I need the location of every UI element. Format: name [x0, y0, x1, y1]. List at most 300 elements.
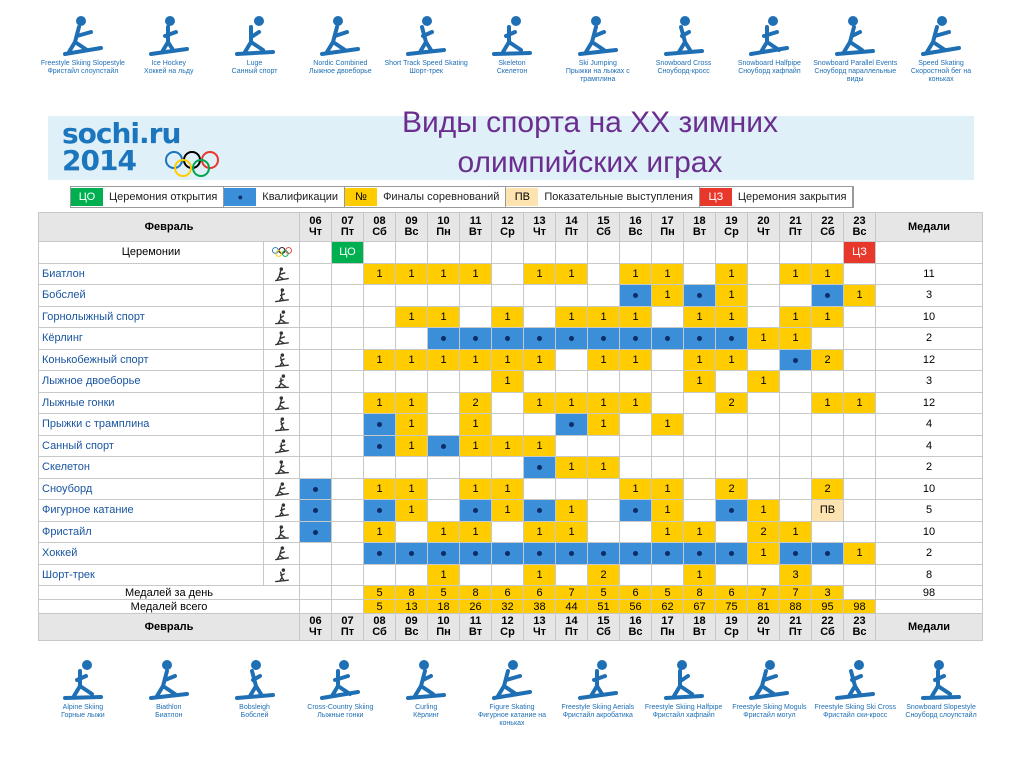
pictogram-label-en: Bobsleigh	[239, 704, 270, 711]
pictogram-label-ru: Фигурное катание на коньках	[477, 712, 546, 727]
pictogram-label-ru: Сноуборд слоупстайл	[905, 712, 977, 719]
day-weekday: Ср	[500, 626, 515, 638]
schedule-cell: 1	[460, 478, 492, 500]
day-weekday: Вс	[404, 626, 419, 638]
medals-per-day-row-value: 8	[460, 586, 492, 600]
schedule-cell	[556, 349, 588, 371]
schedule-cell	[844, 371, 876, 393]
athlete-icon	[576, 12, 620, 58]
page-title	[300, 103, 880, 183]
schedule-cell: 1	[652, 521, 684, 543]
schedule-cell	[588, 285, 620, 307]
sport-medals: 2	[876, 328, 983, 350]
legend	[70, 186, 854, 208]
curling-icon	[271, 330, 293, 346]
day-number: 08	[373, 215, 386, 227]
medals-per-day-row-value: 3	[812, 586, 844, 600]
sport-row	[39, 521, 983, 543]
sport-icon-cell	[264, 371, 300, 393]
schedule-cell	[300, 349, 332, 371]
day-header	[748, 213, 780, 242]
schedule-cell	[844, 478, 876, 500]
pictogram-label-en: Cross-Country Skiing	[307, 704, 374, 711]
athlete-icon	[233, 656, 277, 702]
schedule-cell	[364, 306, 396, 328]
qualification-dot-icon	[313, 530, 318, 535]
ceremony-cell: ЦО	[332, 242, 364, 264]
schedule-cell	[332, 349, 364, 371]
schedule-cell	[300, 543, 332, 565]
schedule-cell: 1	[396, 414, 428, 436]
legend-item	[224, 187, 345, 207]
schedule-cell: 1	[396, 435, 428, 457]
schedule-cell: 1	[396, 349, 428, 371]
day-number: 09	[405, 215, 418, 227]
schedule-cell	[428, 328, 460, 350]
schedule-cell	[396, 543, 428, 565]
athlete-icon	[662, 12, 706, 58]
legend-label: Показательные выступления	[538, 187, 700, 207]
schedule-cell	[300, 521, 332, 543]
sport-icon-cell	[264, 306, 300, 328]
day-header	[684, 614, 716, 641]
pictogram-label-ru: Кёрлинг	[413, 712, 440, 719]
ceremonies-row	[39, 242, 983, 264]
qualification-dot-icon	[537, 551, 542, 556]
qualification-dot-icon	[569, 336, 574, 341]
schedule-cell	[684, 478, 716, 500]
athlete-icon	[404, 12, 448, 58]
sport-icon-cell	[264, 435, 300, 457]
schedule-cell	[396, 521, 428, 543]
medals-cumulative-row-value	[332, 600, 364, 614]
schedule-cell	[364, 435, 396, 457]
day-number: 11	[469, 215, 482, 227]
biathlon-icon	[271, 266, 293, 282]
sport-row	[39, 478, 983, 500]
pictogram-label-en: Ski Jumping	[578, 60, 617, 67]
ceremony-cell	[620, 242, 652, 264]
qualification-dot-icon	[505, 551, 510, 556]
schedule-cell	[844, 263, 876, 285]
sport-medals: 10	[876, 306, 983, 328]
schedule-cell: 1	[364, 521, 396, 543]
schedule-cell	[620, 285, 652, 307]
day-weekday: Пт	[564, 226, 579, 238]
sport-icon-cell	[264, 500, 300, 522]
pictogram-label-ru: Фристайл хафпайп	[652, 712, 715, 719]
schedule-cell	[716, 543, 748, 565]
pictogram-label-ru: Горные лыжи	[61, 712, 105, 719]
qualification-dot-icon	[377, 444, 382, 449]
schedule-cell: 1	[428, 263, 460, 285]
pictogram-label-ru: Лыжное двоеборье	[309, 68, 372, 75]
medals-per-day-row-value: 5	[588, 586, 620, 600]
qualification-dot-icon	[665, 336, 670, 341]
sport-icon-cell	[264, 328, 300, 350]
schedule-cell: 1	[780, 328, 812, 350]
schedule-cell	[716, 521, 748, 543]
schedule-cell	[588, 328, 620, 350]
athlete-icon	[747, 656, 791, 702]
schedule-cell	[300, 564, 332, 586]
day-header	[364, 213, 396, 242]
schedule-cell: 1	[428, 306, 460, 328]
schedule-cell	[748, 263, 780, 285]
pictogram-label-ru: Биатлон	[155, 712, 183, 719]
qualification-dot-icon	[793, 358, 798, 363]
legend-item	[506, 187, 700, 207]
schedule-cell	[492, 392, 524, 414]
schedule-cell	[428, 457, 460, 479]
schedule-cell	[588, 435, 620, 457]
pictogram-label-ru: Бобслей	[240, 712, 269, 719]
sport-row	[39, 349, 983, 371]
schedule-cell	[524, 500, 556, 522]
sport-icon-cell	[264, 457, 300, 479]
day-number: 17	[661, 215, 674, 227]
day-weekday: Сб	[596, 626, 611, 638]
schedule-table	[38, 212, 983, 641]
day-number: 19	[725, 615, 738, 627]
schedule-cell: 1	[588, 414, 620, 436]
speed-skating-icon	[271, 352, 293, 368]
schedule-cell	[652, 328, 684, 350]
pictogram-label-ru: Прыжки на лыжах с трамплина	[565, 68, 630, 83]
day-header	[844, 614, 876, 641]
schedule-cell: 2	[588, 564, 620, 586]
schedule-cell	[748, 435, 780, 457]
pictogram	[469, 12, 555, 112]
schedule-cell	[332, 564, 364, 586]
pictogram	[40, 656, 126, 764]
schedule-cell	[556, 414, 588, 436]
schedule-cell	[716, 328, 748, 350]
schedule-cell: 1	[524, 564, 556, 586]
pictogram-label-en: Freestyle Skiing Slopestyle	[40, 60, 125, 67]
medals-cumulative-row-value: 26	[460, 600, 492, 614]
medals-per-day-row-value: 7	[780, 586, 812, 600]
sport-row	[39, 414, 983, 436]
day-header	[300, 213, 332, 242]
schedule-cell	[428, 500, 460, 522]
schedule-cell	[812, 543, 844, 565]
schedule-cell: 1	[652, 285, 684, 307]
schedule-cell	[780, 543, 812, 565]
sport-icon-cell	[264, 521, 300, 543]
day-weekday: Ср	[724, 226, 739, 238]
schedule-cell	[300, 435, 332, 457]
schedule-cell: 1	[588, 392, 620, 414]
medals-per-day-row	[39, 586, 983, 600]
legend-label: Квалификации	[256, 187, 345, 207]
ceremony-cell	[652, 242, 684, 264]
schedule-cell	[844, 306, 876, 328]
sport-name: Горнолыжный спорт	[39, 306, 264, 328]
schedule-cell	[492, 263, 524, 285]
pictogram-label-en: Skeleton	[498, 60, 526, 67]
qualification-dot-icon	[377, 422, 382, 427]
day-header	[396, 614, 428, 641]
month-header: Февраль	[39, 213, 300, 242]
sport-row	[39, 435, 983, 457]
schedule-cell	[524, 543, 556, 565]
day-weekday: Пн	[436, 226, 451, 238]
sport-name: Хоккей	[39, 543, 264, 565]
legend-swatch: ЦЗ	[700, 188, 732, 206]
athlete-icon	[61, 12, 105, 58]
pictogram-row-bottom	[40, 656, 984, 764]
schedule-cell	[652, 564, 684, 586]
day-header	[428, 614, 460, 641]
day-header	[684, 213, 716, 242]
day-weekday: Вс	[852, 226, 867, 238]
schedule-cell	[812, 564, 844, 586]
schedule-cell	[332, 263, 364, 285]
schedule-cell	[460, 371, 492, 393]
schedule-cell: 1	[812, 306, 844, 328]
day-number: 18	[693, 615, 706, 627]
sochi-logo	[62, 117, 232, 178]
schedule-cell	[780, 435, 812, 457]
sport-icon-cell	[264, 564, 300, 586]
day-weekday: Чт	[756, 626, 771, 638]
sport-medals: 3	[876, 371, 983, 393]
day-weekday: Сб	[820, 626, 835, 638]
schedule-cell	[684, 457, 716, 479]
sport-medals: 11	[876, 263, 983, 285]
day-header	[524, 213, 556, 242]
schedule-cell	[428, 414, 460, 436]
pictogram	[383, 12, 469, 112]
schedule-cell	[588, 478, 620, 500]
schedule-cell	[556, 371, 588, 393]
day-number: 23	[853, 615, 866, 627]
day-header	[588, 614, 620, 641]
ceremony-cell	[524, 242, 556, 264]
schedule-cell: 1	[460, 263, 492, 285]
sport-name: Санный спорт	[39, 435, 264, 457]
schedule-cell: 1	[620, 478, 652, 500]
schedule-cell	[684, 414, 716, 436]
ceremony-cell	[780, 242, 812, 264]
schedule-cell	[748, 457, 780, 479]
sport-name: Бобслей	[39, 285, 264, 307]
medals-per-day-row-value: 8	[396, 586, 428, 600]
schedule-cell	[300, 371, 332, 393]
ceremony-cell	[492, 242, 524, 264]
medals-cumulative-row	[39, 600, 983, 614]
sport-icon-cell	[264, 543, 300, 565]
pictogram-label-en: Alpine Skiing	[62, 704, 104, 711]
schedule-cell	[524, 285, 556, 307]
day-weekday: Пт	[340, 626, 355, 638]
schedule-cell	[684, 435, 716, 457]
day-number: 16	[629, 215, 642, 227]
day-header	[556, 614, 588, 641]
schedule-cell	[812, 435, 844, 457]
ceremony-cell	[300, 242, 332, 264]
schedule-cell	[620, 500, 652, 522]
schedule-cell	[332, 435, 364, 457]
qualification-dot-icon	[409, 551, 414, 556]
qualification-dot-icon	[473, 551, 478, 556]
medals-cumulative-row-value: 13	[396, 600, 428, 614]
day-number: 11	[469, 615, 482, 627]
day-number: 14	[565, 615, 578, 627]
day-weekday: Пн	[436, 626, 451, 638]
pictogram	[40, 12, 126, 112]
schedule-cell: 1	[428, 564, 460, 586]
schedule-cell	[620, 414, 652, 436]
day-number: 07	[341, 615, 354, 627]
day-weekday: Пт	[788, 626, 803, 638]
schedule-cell	[716, 414, 748, 436]
schedule-cell	[300, 263, 332, 285]
schedule-cell: 1	[556, 263, 588, 285]
schedule-cell: ПВ	[812, 500, 844, 522]
schedule-cell: 1	[460, 349, 492, 371]
schedule-cell: 1	[716, 285, 748, 307]
schedule-cell	[300, 457, 332, 479]
pictogram-label-ru: Фристайл акробатика	[562, 712, 633, 719]
schedule-cell: 1	[844, 543, 876, 565]
schedule-cell	[556, 328, 588, 350]
day-weekday: Вт	[692, 626, 707, 638]
schedule-cell	[652, 457, 684, 479]
ceremony-cell	[588, 242, 620, 264]
pictogram-row-top	[40, 12, 984, 112]
schedule-cell	[748, 306, 780, 328]
schedule-cell: 1	[524, 349, 556, 371]
pictogram	[812, 656, 898, 764]
pictogram-label-en: Luge	[246, 60, 263, 67]
day-number: 13	[533, 615, 546, 627]
day-weekday: Сб	[372, 226, 387, 238]
day-header	[524, 614, 556, 641]
schedule-cell	[812, 328, 844, 350]
pictogram	[727, 12, 813, 112]
sport-row	[39, 371, 983, 393]
pictogram-label-en: Biathlon	[156, 704, 182, 711]
schedule-cell	[364, 328, 396, 350]
schedule-cell	[332, 306, 364, 328]
day-header	[428, 213, 460, 242]
schedule-cell: 1	[748, 328, 780, 350]
schedule-cell	[300, 328, 332, 350]
pictogram	[297, 12, 383, 112]
legend-swatch: ●	[224, 188, 256, 206]
ceremony-cell	[428, 242, 460, 264]
schedule-cell	[428, 478, 460, 500]
day-number: 10	[437, 215, 450, 227]
day-number: 20	[757, 215, 770, 227]
pictogram-label-en: Curling	[415, 704, 438, 711]
schedule-cell: 1	[556, 521, 588, 543]
header-row	[39, 213, 983, 242]
schedule-cell: 1	[652, 414, 684, 436]
medals-header: Медали	[876, 213, 983, 242]
sport-icon-cell	[264, 478, 300, 500]
schedule-cell: 1	[396, 306, 428, 328]
day-number: 07	[341, 215, 354, 227]
schedule-cell: 1	[684, 306, 716, 328]
pictogram	[126, 656, 212, 764]
schedule-cell	[332, 500, 364, 522]
schedule-cell	[716, 435, 748, 457]
day-number: 12	[501, 615, 514, 627]
schedule-cell	[524, 414, 556, 436]
schedule-cell	[780, 349, 812, 371]
pictogram-label-ru: Шорт-трек	[409, 68, 443, 75]
day-header	[300, 614, 332, 641]
month-header: Февраль	[39, 614, 300, 641]
schedule-cell	[396, 285, 428, 307]
schedule-cell	[300, 414, 332, 436]
day-weekday: Пн	[660, 626, 675, 638]
schedule-cell	[812, 371, 844, 393]
sport-medals: 4	[876, 414, 983, 436]
athlete-icon	[576, 656, 620, 702]
sport-icon-cell	[264, 263, 300, 285]
medals-per-day-row-value: 6	[620, 586, 652, 600]
schedule-cell: 1	[396, 500, 428, 522]
sport-icon-cell	[264, 285, 300, 307]
schedule-cell	[588, 521, 620, 543]
day-number: 20	[757, 615, 770, 627]
ceremony-cell	[684, 242, 716, 264]
alpine-skiing-icon	[271, 309, 293, 325]
sport-row	[39, 543, 983, 565]
qualification-dot-icon	[313, 508, 318, 513]
schedule-cell: 1	[620, 349, 652, 371]
qualification-dot-icon	[665, 551, 670, 556]
qualification-dot-icon	[601, 336, 606, 341]
day-weekday: Вт	[692, 226, 707, 238]
pictogram-label-en: Freestyle Skiing Halfpipe	[644, 704, 723, 711]
day-weekday: Чт	[756, 226, 771, 238]
schedule-cell: 1	[428, 521, 460, 543]
day-header	[588, 213, 620, 242]
day-header	[460, 614, 492, 641]
legend-item	[345, 187, 506, 207]
schedule-cell: 1	[492, 478, 524, 500]
snowboard-icon	[271, 481, 293, 497]
pictogram	[641, 656, 727, 764]
schedule-cell: 1	[812, 263, 844, 285]
medals-per-day-row-total: 98	[876, 586, 983, 600]
schedule-cell	[556, 478, 588, 500]
schedule-cell	[620, 371, 652, 393]
day-weekday: Ср	[500, 226, 515, 238]
schedule-cell	[844, 457, 876, 479]
medals-cumulative-row-value: 56	[620, 600, 652, 614]
schedule-cell: 1	[524, 263, 556, 285]
pictogram	[898, 656, 984, 764]
sport-icon-cell	[264, 414, 300, 436]
day-header	[620, 614, 652, 641]
medals-cumulative-row-value: 51	[588, 600, 620, 614]
athlete-icon	[61, 656, 105, 702]
olympic-rings-icon	[271, 244, 293, 260]
day-weekday: Пт	[340, 226, 355, 238]
medals-cumulative-row-label: Медалей всего	[39, 600, 300, 614]
schedule-cell	[588, 543, 620, 565]
day-weekday: Сб	[372, 626, 387, 638]
medals-cumulative-row-value: 67	[684, 600, 716, 614]
schedule-cell	[428, 392, 460, 414]
sport-row	[39, 285, 983, 307]
